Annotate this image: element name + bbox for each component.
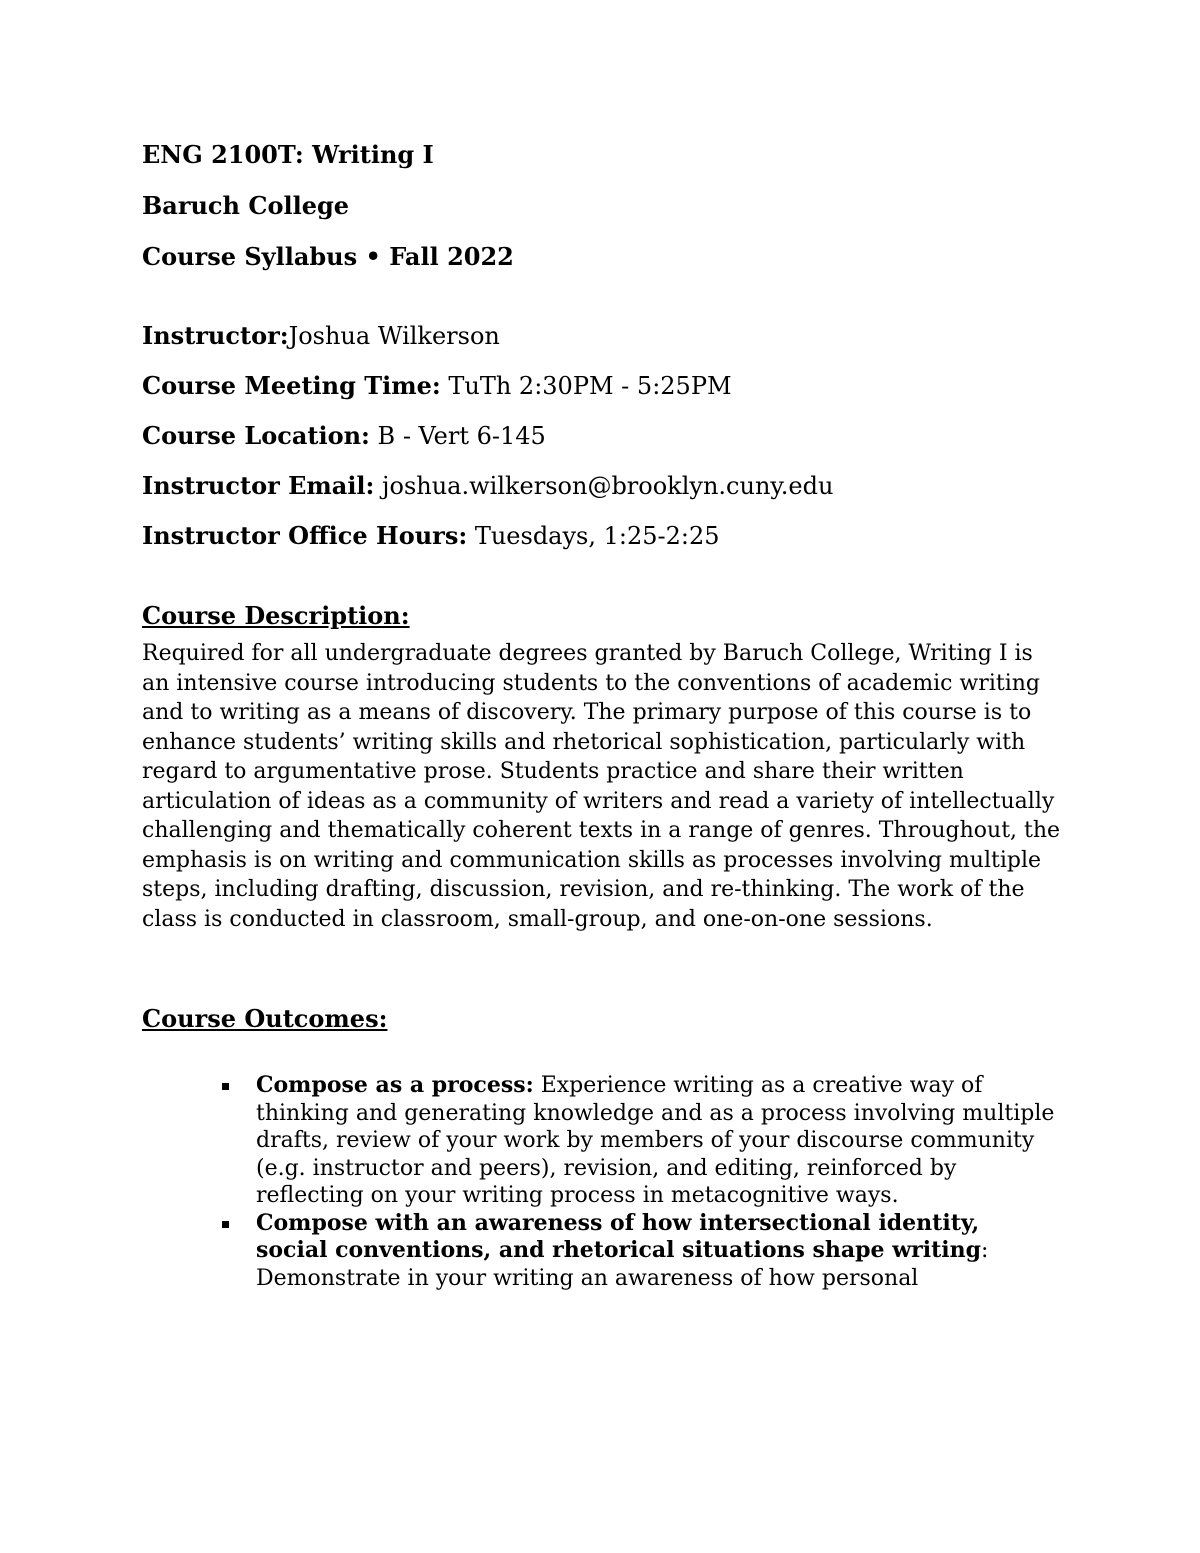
location-line bbox=[142, 421, 1072, 451]
location-label: Course Location: bbox=[142, 421, 370, 450]
meeting-time-label: Course Meeting Time: bbox=[142, 371, 441, 400]
syllabus-term: Course Syllabus • Fall 2022 bbox=[142, 242, 514, 271]
syllabus-page bbox=[142, 140, 1072, 1292]
list-item bbox=[142, 1210, 1058, 1293]
email-line bbox=[142, 471, 1072, 501]
list-item bbox=[142, 1072, 1058, 1210]
office-hours-line bbox=[142, 521, 1072, 551]
outcomes-list bbox=[142, 1072, 1072, 1292]
location-value: B - Vert 6-145 bbox=[377, 422, 546, 450]
college-name: Baruch College bbox=[142, 191, 350, 220]
instructor-name: Joshua Wilkerson bbox=[288, 322, 500, 350]
outcome-text: Experience writing as a creative way of thinking and generating knowledge and as a process involving multiple drafts, review of your work by members of your discourse community (e.g. instructor and peers), revision, and editing, reinforced by reflecting on your writing process in metacognitive ways. bbox=[256, 1073, 1055, 1208]
instructor-line bbox=[142, 321, 1072, 351]
meeting-time-value: TuTh 2:30PM - 5:25PM bbox=[448, 372, 732, 400]
outcome-lead: Compose as a process: bbox=[256, 1072, 534, 1098]
course-info bbox=[142, 321, 1072, 551]
instructor-label: Instructor: bbox=[142, 321, 289, 350]
course-title: ENG 2100T: Writing I bbox=[142, 140, 434, 169]
outcome-text: : Demonstrate in your writing an awareness of how personal bbox=[256, 1238, 989, 1291]
office-hours-value: Tuesdays, 1:25-2:25 bbox=[474, 522, 720, 550]
email-value: joshua.wilkerson@brooklyn.cuny.edu bbox=[382, 472, 834, 500]
syllabus-header bbox=[142, 140, 1072, 272]
description-body: Required for all undergraduate degrees granted by Baruch College, Writing I is an intensive course introducing students to the conventions of academic writing and to writing as a means of discovery. The primary purpose of this course is to enhance students’ writing skills and rhetorical sophistication, particularly with regard to argumentative prose. Students practice and share their written articulation of ideas as a community of writers and read a variety of intellectually challenging and thematically coherent texts in a range of genres. Throughout, the emphasis is on writing and communication skills as processes involving multiple steps, including drafting, discussion, revision, and re-thinking. The work of the class is conducted in classroom, small-group, and one-on-one sessions. bbox=[142, 641, 1061, 932]
outcome-lead: Compose with an awareness of how intersectional identity, social conventions, and rhetorical situations shape writing bbox=[256, 1209, 981, 1263]
square-bullet-icon bbox=[222, 1221, 229, 1228]
description-heading: Course Description: bbox=[142, 601, 410, 630]
outcomes-heading: Course Outcomes: bbox=[142, 1004, 388, 1033]
office-hours-label: Instructor Office Hours: bbox=[142, 521, 468, 550]
email-label: Instructor Email: bbox=[142, 471, 375, 500]
square-bullet-icon bbox=[222, 1083, 229, 1090]
meeting-time-line bbox=[142, 371, 1072, 401]
